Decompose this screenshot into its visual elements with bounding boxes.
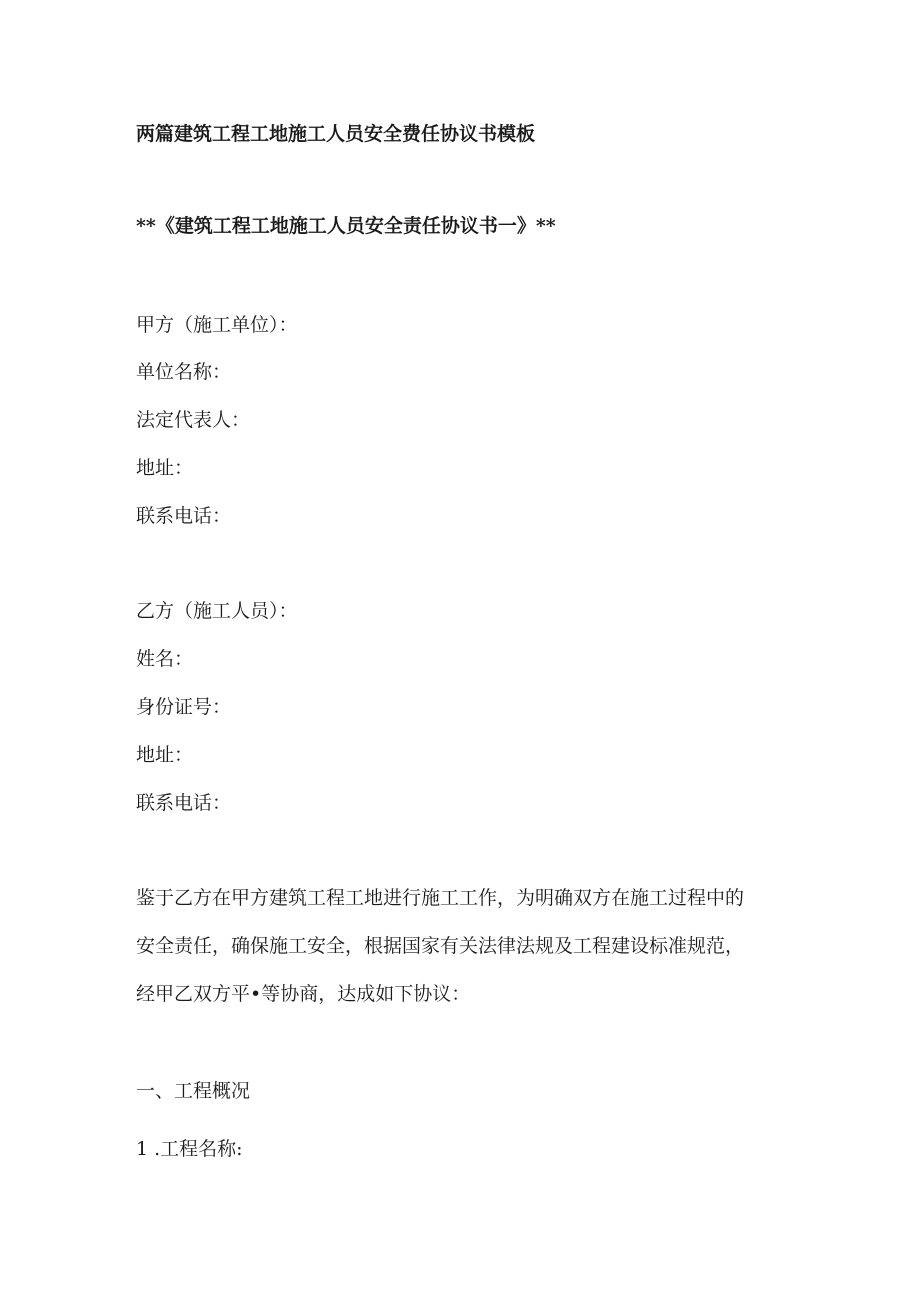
- preamble-line: 鉴于乙方在甲方建筑工程工地进行施工工作，为明确双方在施工过程中的: [136, 887, 745, 909]
- party-a-address-field: 地址：: [136, 457, 194, 479]
- section-heading-project-overview: 一、工程概况: [136, 1080, 251, 1102]
- party-b-id-number-field: 身份证号：: [136, 696, 232, 718]
- party-b-name-field: 姓名：: [136, 648, 194, 670]
- party-a-phone-field: 联系电话：: [136, 505, 232, 527]
- party-b-phone-field: 联系电话：: [136, 792, 232, 814]
- party-a-heading: 甲方（施工单位）：: [136, 314, 298, 336]
- party-a-company-name-field: 单位名称：: [136, 361, 232, 383]
- project-name-item: 1 .工程名称:: [136, 1138, 243, 1160]
- party-b-address-field: 地址：: [136, 744, 194, 766]
- preamble-line: 安全责任，确保施工安全，根据国家有关法律法规及工程建设标准规范，: [136, 935, 745, 957]
- agreement-title: **《建筑工程工地施工人员安全责任协议书一》**: [136, 215, 556, 237]
- preamble-line: 经甲乙双方平•等协商，达成如下协议：: [136, 983, 471, 1005]
- party-a-legal-representative-field: 法定代表人：: [136, 409, 251, 431]
- party-b-heading: 乙方（施工人员）：: [136, 600, 298, 622]
- document-title: 两篇建筑工程工地施工人员安全费任协议书模板: [136, 123, 536, 145]
- preamble-paragraph: [136, 886, 786, 1006]
